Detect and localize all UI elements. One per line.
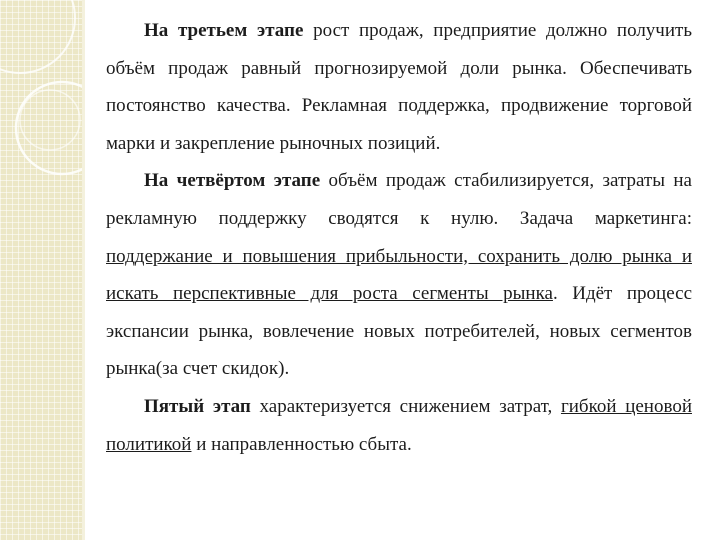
stage-4-text: объём продаж стабилизируется, затраты на рекламную поддержку сводятся к нулю. Задача маркетинга: [106, 170, 692, 229]
stage-3-text: рост продаж, предприятие должно получить объём продаж равный прогнозируемой доли рынка. Обеспечивать постоянство качества. Рекламная поддержка, продвижение торговой марки и закрепление рыночных позиций. [106, 20, 692, 154]
stage-5-text-end: и направленностью сбыта. [191, 433, 412, 455]
stage-5-text: характеризуется снижением затрат, [250, 395, 561, 417]
stage-4-text-end: . Идёт процесс экспансии рынка, вовлечение новых потребителей, новых сегментов рынка(за счет скидок). [106, 283, 692, 380]
paragraph-stage-4 [106, 162, 692, 388]
paragraph-stage-3 [106, 12, 692, 162]
slide-text [106, 12, 692, 463]
circle-ornament-icon [0, 0, 82, 540]
stage-5-underlined-text: гибкой ценовой политикой [106, 395, 692, 455]
sidebar-edge [82, 0, 85, 540]
paragraph-stage-5 [106, 388, 692, 463]
stage-4-heading: На четвёртом этапе [144, 170, 321, 192]
stage-3-heading: На третьем этапе [144, 20, 304, 41]
decorative-sidebar [0, 0, 82, 540]
stage-4-underlined-text: поддержание и повышения прибыльности, сохранить долю рынка и искать перспективные для роста сегменты рынка [106, 245, 692, 305]
stage-5-heading: Пятый этап [144, 395, 251, 417]
